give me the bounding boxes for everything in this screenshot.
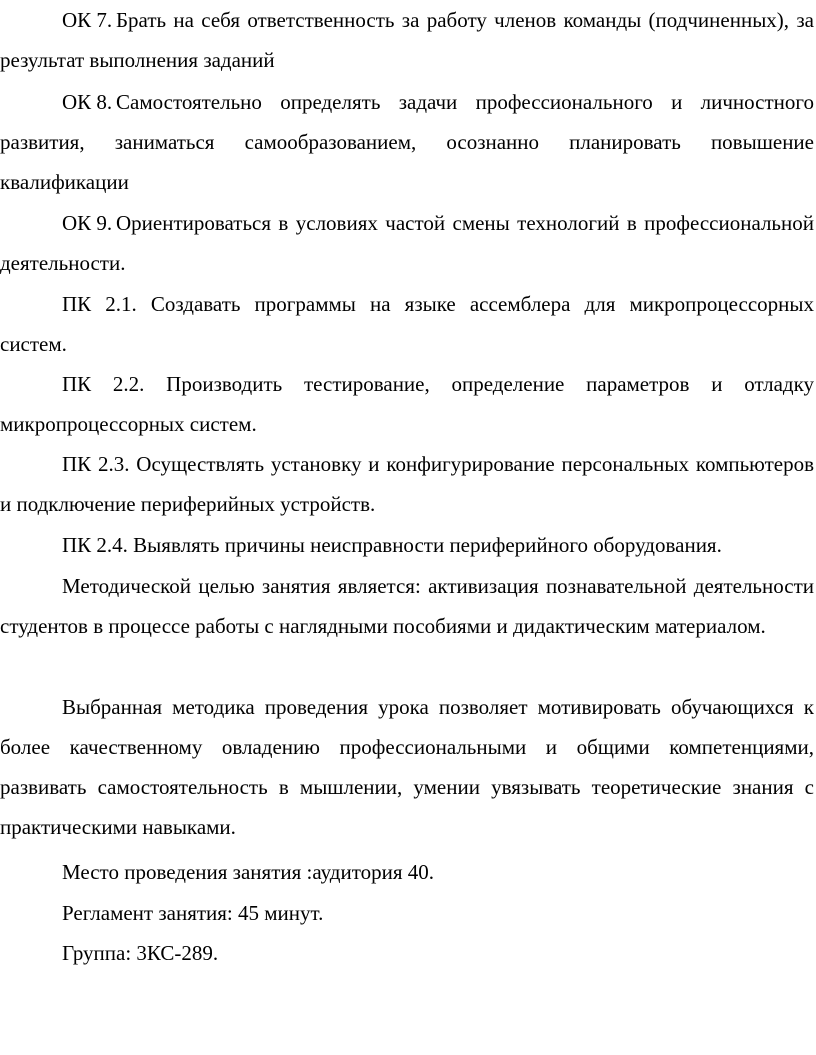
- paragraph-pk23: ПК 2.3. Осуществлять установку и конфигурирование персональных компьютеров и подключение периферийных устройств.: [0, 452, 814, 516]
- paragraph-text: Брать на себя ответственность за работу членов команды (подчиненных), за результат выполнения заданий: [0, 8, 814, 72]
- paragraph-group: Группа: 3КС-289.: [62, 941, 219, 965]
- paragraph-ok8: [0, 82, 814, 202]
- paragraph-pk24: ПК 2.4. Выявлять причины неисправности периферийного оборудования.: [62, 533, 722, 557]
- paragraph-code: ОК 7.: [62, 8, 113, 32]
- paragraph-location: Место проведения занятия :аудитория 40.: [62, 860, 435, 884]
- paragraph-code: ОК 9.: [62, 211, 113, 235]
- paragraph-ok9: [0, 203, 814, 283]
- paragraph-text: Ориентироваться в условиях частой смены технологий в профессиональной деятельности.: [0, 211, 814, 275]
- paragraph-duration: Регламент занятия: 45 минут.: [62, 901, 324, 925]
- paragraph-ok7: [0, 0, 814, 80]
- paragraph-pk21: ПК 2.1. Создавать программы на языке ассемблера для микропроцессорных систем.: [0, 292, 814, 356]
- paragraph-text: Самостоятельно определять задачи профессионального и личностного развития, заниматься самообразованием, осознанно планировать повышение квалификации: [0, 90, 814, 194]
- paragraph-pk22: ПК 2.2. Производить тестирование, определение параметров и отладку микропроцессорных систем.: [0, 372, 814, 436]
- paragraph-code: ОК 8.: [62, 90, 113, 114]
- paragraph-methodical-goal: Методической целью занятия является: активизация познавательной деятельности студентов в процессе работы с наглядными пособиями и дидактическим материалом.: [0, 574, 814, 638]
- paragraph-methodology: Выбранная методика проведения урока позволяет мотивировать обучающихся к более качественному овладению профессиональными и общими компетенциями, развивать самостоятельность в мышлении, умении увязывать теоретические знания с практическими навыками.: [0, 695, 814, 839]
